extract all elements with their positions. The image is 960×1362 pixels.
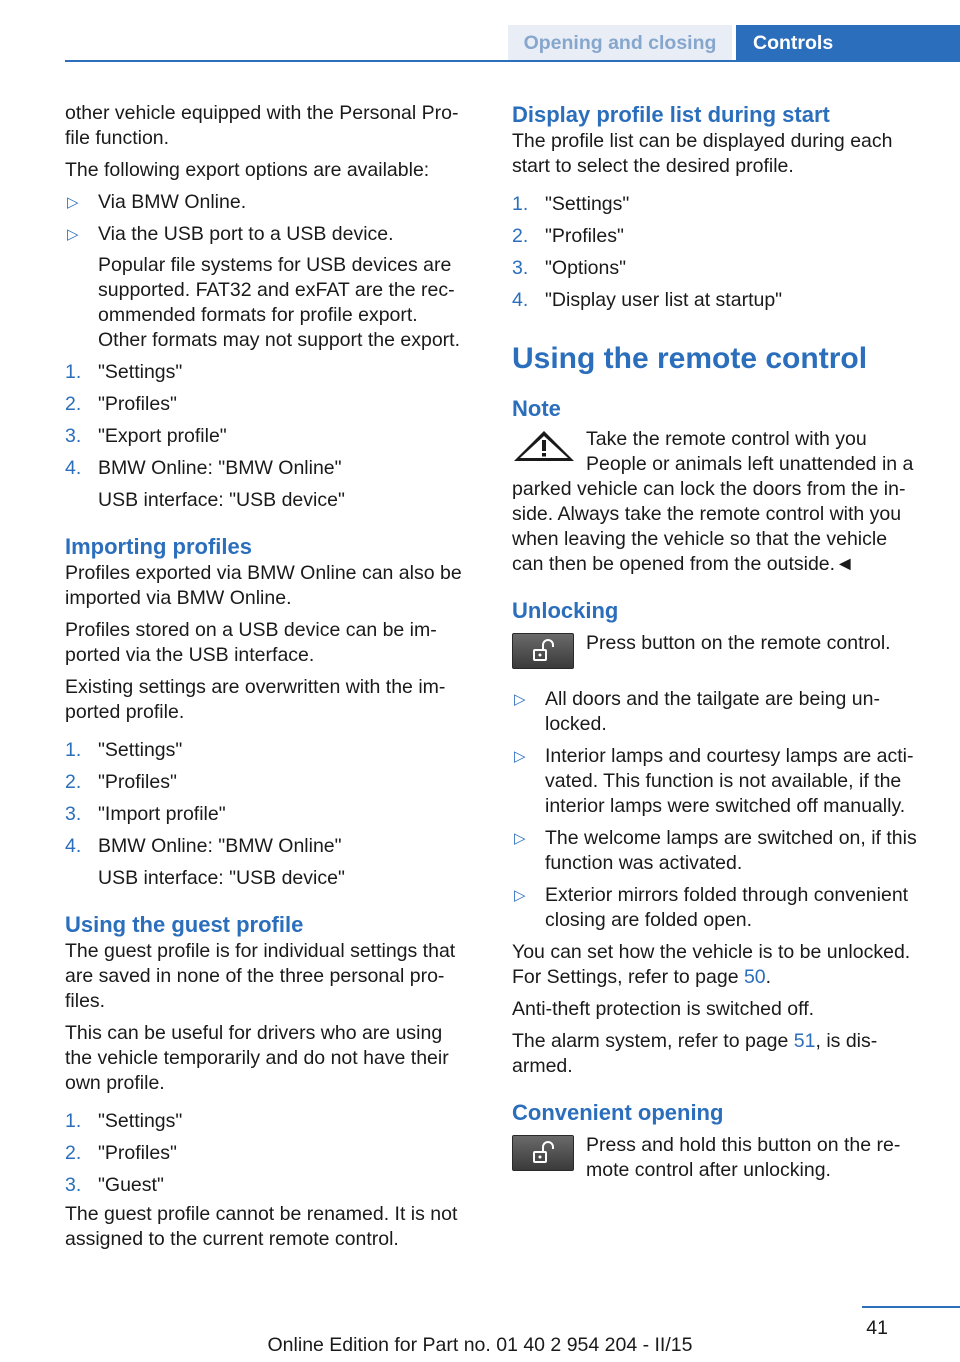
unlock-key-icon — [512, 1135, 574, 1171]
unlock-bullet: ▷ Exterior mirrors folded through convenient closing are folded open. — [514, 884, 909, 931]
page-link-51[interactable]: 51 — [793, 1030, 816, 1052]
guest-step: 1. "Settings" — [65, 1110, 183, 1132]
import-step: 4. BMW Online: "BMW Online" — [65, 835, 342, 857]
triangle-bullet-icon: ▷ — [67, 226, 79, 243]
unlock-bullet: ▷ The welcome lamps are switched on, if this function was activated. — [514, 827, 917, 874]
import-paragraph: Profiles exported via BMW Online can also be imported via BMW Online. — [65, 562, 462, 609]
convenient-text-line: mote control after unlocking. — [586, 1159, 831, 1181]
note-warning — [512, 427, 930, 477]
guest-step: 3. "Guest" — [65, 1174, 164, 1196]
right-column — [512, 101, 930, 1183]
header-section-tab: Opening and closing — [508, 25, 732, 61]
unlock-key-icon — [512, 633, 574, 669]
display-step: 1. "Settings" — [512, 193, 630, 215]
note-heading: Note — [512, 396, 561, 421]
note-paragraph: parked vehicle can lock the doors from the in- side. Always take the remote control with you when leaving the vehicle so that the vehicle can then be opened from the outside.◄ — [512, 478, 906, 575]
footer-rule — [862, 1306, 960, 1308]
usb-note: Popular file systems for USB devices are supported. FAT32 and exFAT are the rec- ommended formats for profile export. Other formats may not support the export. — [98, 254, 460, 351]
triangle-bullet-icon: ▷ — [514, 887, 526, 904]
export-lead: The following export options are available: — [65, 159, 430, 181]
export-step: 2. "Profiles" — [65, 393, 177, 415]
left-column — [65, 101, 470, 1259]
export-step: 1. "Settings" — [65, 361, 183, 383]
import-paragraph: Profiles stored on a USB device can be im- ported via the USB interface. — [65, 619, 437, 666]
unlock-bullet: ▷ Interior lamps and courtesy lamps are acti- vated. This function is not available, if the interior lamps were switched off manually. — [514, 745, 914, 817]
note-line: Take the remote control with you — [586, 428, 867, 450]
display-step: 2. "Profiles" — [512, 225, 624, 247]
unlock-instruction — [512, 631, 930, 681]
triangle-bullet-icon: ▷ — [514, 691, 526, 708]
import-step: 3. "Import profile" — [65, 803, 226, 825]
guest-profile-heading: Using the guest profile — [65, 912, 304, 937]
guest-end-paragraph: The guest profile cannot be renamed. It is not assigned to the current remote control. — [65, 1203, 458, 1250]
convenient-opening-instruction — [512, 1133, 930, 1183]
convenient-text-line: Press and hold this button on the re- — [586, 1134, 901, 1156]
display-paragraph: The profile list can be displayed during each start to select the desired profile. — [512, 130, 893, 177]
guest-paragraph: This can be useful for drivers who are using the vehicle temporarily and do not have their own profile. — [65, 1022, 449, 1094]
footer-edition: Online Edition for Part no. 01 40 2 954 204 - II/15 — [267, 1334, 693, 1356]
convenient-opening-heading: Convenient opening — [512, 1100, 724, 1125]
remote-control-heading: Using the remote control — [512, 342, 868, 375]
triangle-bullet-icon: ▷ — [67, 194, 79, 211]
unlocking-heading: Unlocking — [512, 598, 619, 623]
display-step: 3. "Options" — [512, 257, 627, 279]
import-step: 2. "Profiles" — [65, 771, 177, 793]
import-paragraph: Existing settings are overwritten with the im- ported profile. — [65, 676, 446, 723]
display-step: 4. "Display user list at startup" — [512, 289, 783, 311]
export-usb-step: USB interface: "USB device" — [98, 489, 345, 511]
page-number: 41 — [866, 1317, 888, 1339]
export-step: 3. "Export profile" — [65, 425, 227, 447]
guest-paragraph: The guest profile is for individual settings that are saved in none of the three personal pro- files. — [65, 940, 456, 1012]
header-chapter-tab: Controls — [736, 25, 960, 61]
export-option: ▷ Via BMW Online. — [67, 191, 247, 213]
unlock-press-text: Press button on the remote control. — [586, 632, 891, 654]
import-usb-step: USB interface: "USB device" — [98, 867, 345, 889]
import-step: 1. "Settings" — [65, 739, 183, 761]
warning-triangle-icon — [512, 429, 576, 470]
triangle-bullet-icon: ▷ — [514, 748, 526, 765]
antitheft-paragraph: Anti-theft protection is switched off. — [512, 998, 815, 1020]
page-link-50[interactable]: 50 — [743, 966, 766, 988]
display-profile-list-heading: Display profile list during start — [512, 102, 830, 127]
guest-step: 2. "Profiles" — [65, 1142, 177, 1164]
header-rule — [65, 60, 960, 62]
alarm-paragraph: The alarm system, refer to page 51, is dis- armed. — [512, 1030, 878, 1077]
settings-paragraph: You can set how the vehicle is to be unlocked. For Settings, refer to page 50. — [512, 941, 911, 988]
intro-paragraph: other vehicle equipped with the Personal Pro- file function. — [65, 102, 459, 149]
note-line: People or animals left unattended in a — [586, 453, 914, 475]
triangle-bullet-icon: ▷ — [514, 830, 526, 847]
unlock-bullet: ▷ All doors and the tailgate are being un- locked. — [514, 688, 880, 735]
export-option: ▷ Via the USB port to a USB device. — [67, 223, 394, 245]
export-step: 4. BMW Online: "BMW Online" — [65, 457, 342, 479]
importing-profiles-heading: Importing profiles — [65, 534, 252, 559]
